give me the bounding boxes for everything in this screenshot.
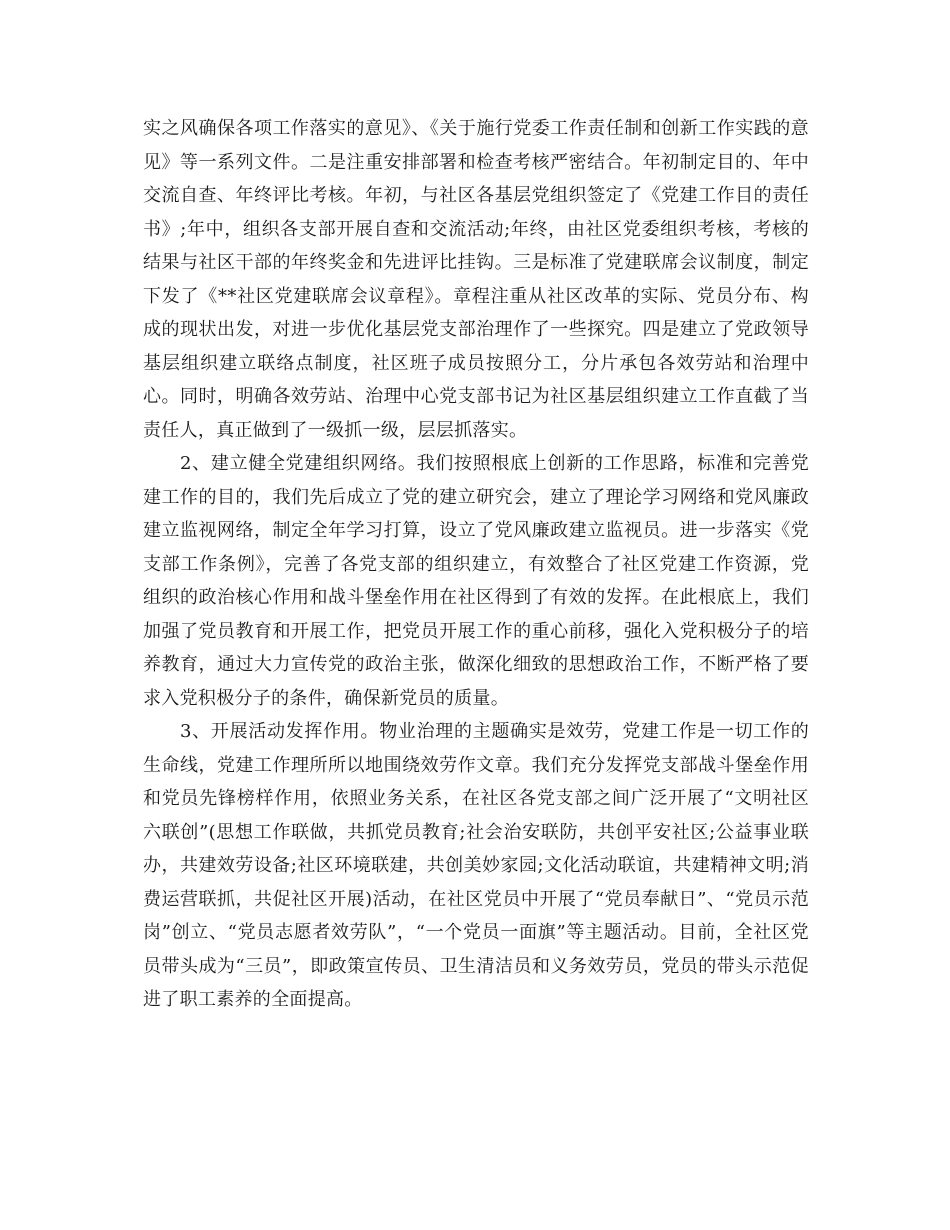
- document-body: [143, 112, 809, 1017]
- paragraph-section-3: 3、开展活动发挥作用。物业治理的主题确实是效劳，党建工作是一切工作的生命线，党建工作理所所以地围绕效劳作文章。我们充分发挥党支部战斗堡垒作用和党员先锋榜样作用，依照业务关系，在社区各党支部之间广泛开展了“文明社区六联创”(思想工作联做，共抓党员教育;社会治安联防，共创平安社区;公益事业联办，共建效劳设备;社区环境联建，共创美妙家园;文化活动联谊，共建精神文明;消费运营联抓，共促社区开展)活动，在社区党员中开展了“党员奉献日”、“党员示范岗”创立、“党员志愿者效劳队”，“一个党员一面旗”等主题活动。目前，全社区党员带头成为“三员”，即政策宣传员、卫生清洁员和义务效劳员，党员的带头示范促进了职工素养的全面提高。: [143, 721, 809, 1010]
- paragraph-section-2: 2、建立健全党建组织网络。我们按照根底上创新的工作思路，标准和完善党建工作的目的，我们先后成立了党的建立研究会，建立了理论学习网络和党风廉政建立监视网络，制定全年学习打算，设立了党风廉政建立监视员。进一步落实《党支部工作条例》，完善了各党支部的组织建立，有效整合了社区党建工作资源，党组织的政治核心作用和战斗堡垒作用在社区得到了有效的发挥。在此根底上，我们加强了党员教育和开展工作，把党员开展工作的重心前移，强化入党积极分子的培养教育，通过大力宣传党的政治主张，做深化细致的思想政治工作，不断严格了要求入党积极分子的条件，确保新党员的质量。: [143, 453, 809, 709]
- paragraph-continuation: 实之风确保各项工作落实的意见》、《关于施行党委工作责任制和创新工作实践的意见》等一系列文件。二是注重安排部署和检查考核严密结合。年初制定目的、年中交流自查、年终评比考核。年初，与社区各基层党组织签定了《党建工作目的责任书》;年中，组织各支部开展自查和交流活动;年终，由社区党委组织考核，考核的结果与社区干部的年终奖金和先进评比挂钩。三是标准了党建联席会议制度，制定下发了《**社区党建联席会议章程》。章程注重从社区改革的实际、党员分布、构成的现状出发，对进一步优化基层党支部治理作了一些探究。四是建立了党政领导基层组织建立联络点制度，社区班子成员按照分工，分片承包各效劳站和治理中心。同时，明确各效劳站、治理中心党支部书记为社区基层组织建立工作直截了当责任人，真正做到了一级抓一级，层层抓落实。: [143, 118, 809, 441]
